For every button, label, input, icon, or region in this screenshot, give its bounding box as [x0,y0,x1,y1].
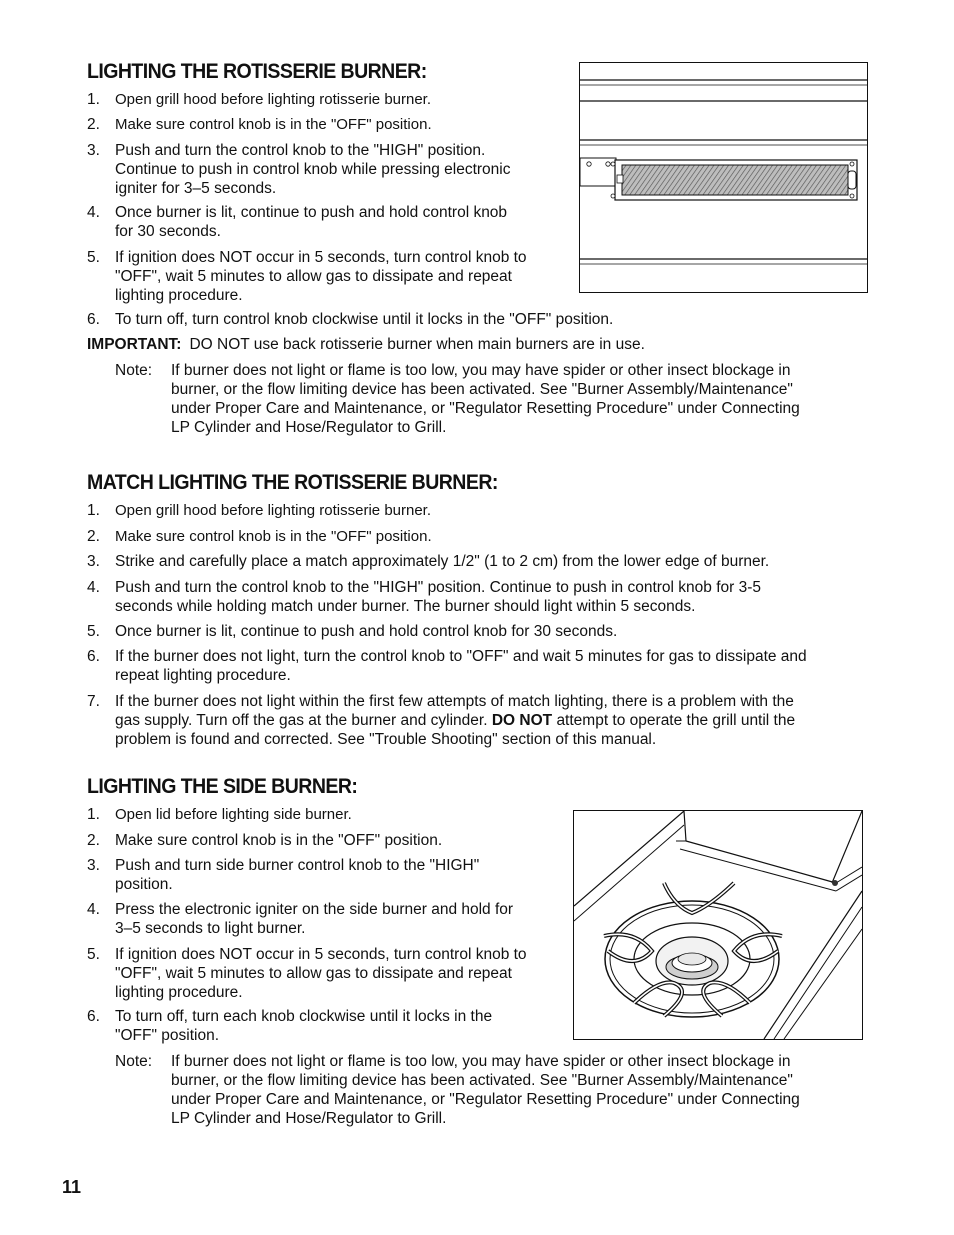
step-number: 5. [87,946,100,963]
step-number: 5. [87,249,100,266]
step-text: To turn off, turn control knob clockwise until it locks in the "OFF" position. [115,311,614,328]
note-label: Note: [115,1053,153,1070]
step-text: Push and turn the control knob to the "HIGH" position. Continue to push in control knob while pressing electronic igniter for 3–5 seconds. [115,142,511,197]
step-number: 4. [87,579,100,596]
step-number: 2. [87,528,100,545]
step-number: 5. [87,623,100,640]
step-number: 2. [87,832,100,849]
step-number: 1. [87,806,100,823]
step-text: If ignition does NOT occur in 5 seconds, turn control knob to "OFF", wait 5 minutes to allow gas to dissipate and repeat lighting procedure. [115,946,527,1001]
step-text: If the burner does not light within the first few attempts of match lighting, there is a problem with the gas supply. Turn off the gas at the burner and cylinder. DO NOT attempt to operate the grill until the problem is found and corrected. See "Trouble Shooting" section of this manual. [115,693,796,748]
step-number: 4. [87,204,100,221]
step-text: To turn off, turn each knob clockwise until it locks in the "OFF" position. [115,1008,493,1044]
step-text: Strike and carefully place a match approximately 1/2" (1 to 2 cm) from the lower edge of burner. [115,553,770,570]
rotisserie-burner-illustration [579,62,868,293]
step-text: Make sure control knob is in the "OFF" position. [115,528,432,545]
side-burner-illustration [573,810,863,1040]
step-text: Press the electronic igniter on the side burner and hold for 3–5 seconds to light burner. [115,901,514,937]
step-text: Open lid before lighting side burner. [115,806,352,823]
important-text: DO NOT use back rotisserie burner when main burners are in use. [189,336,645,353]
step-number: 3. [87,142,100,159]
step-number: 6. [87,648,100,665]
step-number: 1. [87,91,100,108]
step-number: 1. [87,502,100,519]
step-number: 7. [87,693,100,710]
step-text: Make sure control knob is in the "OFF" position. [115,832,443,849]
step-number: 3. [87,553,100,570]
step-number: 6. [87,311,100,328]
step-text: Make sure control knob is in the "OFF" position. [115,116,432,133]
step-text: If the burner does not light, turn the control knob to "OFF" and wait 5 minutes for gas to dissipate and repeat lighting procedure. [115,648,807,684]
note-text: If burner does not light or flame is too low, you may have spider or other insect blockage in burner, or the flow limiting device has been activated. See "Burner Assembly/Maintenance" under Proper Care and Maintenance, or "Regulator Resetting Procedure" under Connecting LP Cylinder and Hose/Regulator to Grill. [171,1053,800,1127]
step-text: Once burner is lit, continue to push and hold control knob for 30 seconds. [115,204,508,240]
step-number: 3. [87,857,100,874]
heading-rotisserie: LIGHTING THE ROTISSERIE BURNER: [87,60,427,83]
side-burner-drawing [574,811,862,1039]
step-text: Once burner is lit, continue to push and hold control knob for 30 seconds. [115,623,618,640]
important-label: IMPORTANT: [87,336,182,353]
heading-side-burner: LIGHTING THE SIDE BURNER: [87,775,358,798]
step-text: Open grill hood before lighting rotisserie burner. [115,502,432,519]
step-text: If ignition does NOT occur in 5 seconds, turn control knob to "OFF", wait 5 minutes to allow gas to dissipate and repeat lighting procedure. [115,249,527,304]
step-number: 4. [87,901,100,918]
step-text: Open grill hood before lighting rotisserie burner. [115,91,432,108]
step-number: 2. [87,116,100,133]
rotisserie-burner-drawing [580,63,867,292]
note-text: If burner does not light or flame is too low, you may have spider or other insect blockage in burner, or the flow limiting device has been activated. See "Burner Assembly/Maintenance" under Proper Care and Maintenance, or "Regulator Resetting Procedure" under Connecting LP Cylinder and Hose/Regulator to Grill. [171,362,800,436]
step-text: Push and turn side burner control knob to the "HIGH" position. [115,857,480,893]
step-number: 6. [87,1008,100,1025]
important-warning [87,335,645,354]
note-label: Note: [115,362,153,379]
page-number: 11 [62,1177,82,1197]
step-text: Push and turn the control knob to the "HIGH" position. Continue to push in control knob for 3-5 seconds while holding match under burner. The burner should light within 5 seconds. [115,579,762,615]
do-not-emphasis: DO NOT [491,712,553,729]
heading-match-lighting: MATCH LIGHTING THE ROTISSERIE BURNER: [87,471,498,494]
